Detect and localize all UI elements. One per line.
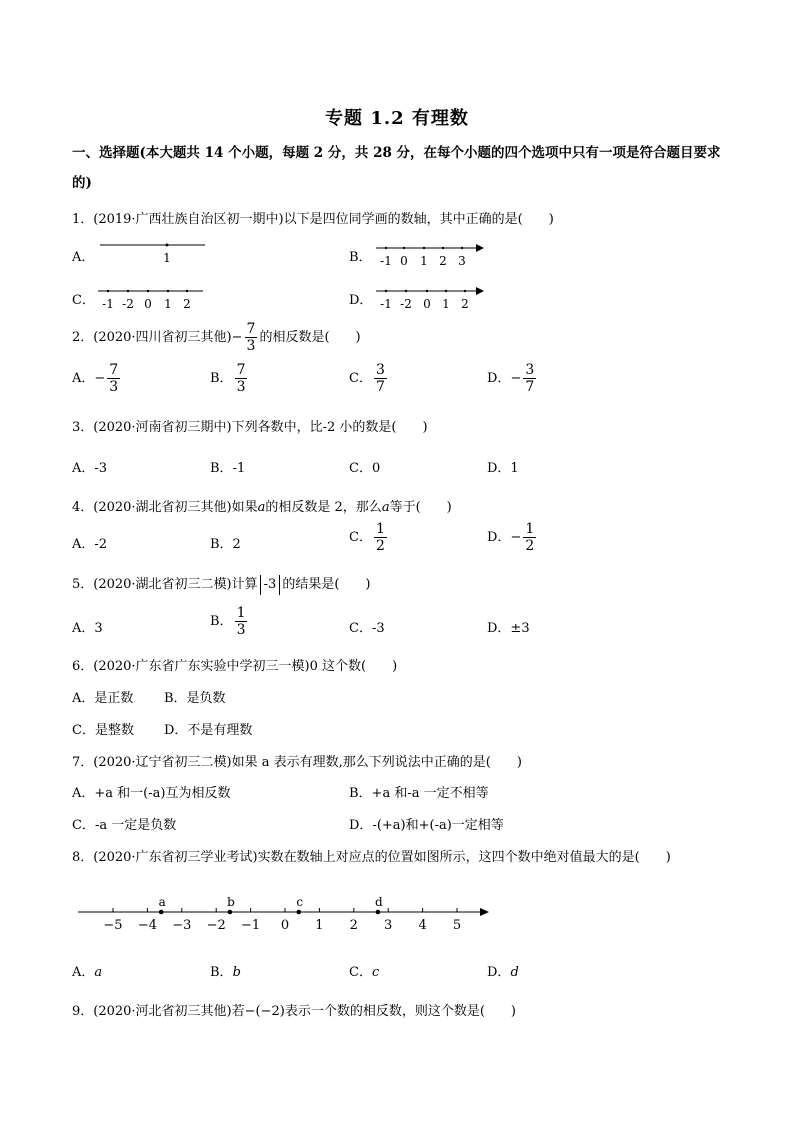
q1-option-a-numberline <box>100 238 210 268</box>
q4-c-num: 1 <box>375 521 385 537</box>
q3-option-d[interactable]: D．1 <box>487 461 519 476</box>
q8-option-d[interactable] <box>487 961 519 980</box>
q8-b-var: b <box>232 965 241 980</box>
question-5-stem <box>72 573 370 595</box>
q2-frac-num: 7 <box>246 321 256 337</box>
question-8-stem: 8．(2020·广东省初三学业考试)实数在数轴上对应点的位置如图所示，这四个数中绝对值最大的是( ) <box>72 850 671 865</box>
q8-a-var: a <box>94 965 103 980</box>
q2-a-den: 3 <box>109 379 119 395</box>
q2-neg-sign: − <box>231 330 243 345</box>
q2-c-fraction <box>374 362 387 395</box>
q4-c-fraction <box>374 521 387 554</box>
q9-expression: −(−2) <box>244 1004 285 1019</box>
q4-mid: 的相反数是 2，那么 <box>265 500 382 515</box>
q3-option-c[interactable]: C．0 <box>349 461 381 476</box>
question-7-stem: 7．(2020·辽宁省初三二模)如果 a 表示有理数,那么下列说法中正确的是( ) <box>72 755 522 770</box>
q8-point-b <box>228 910 233 915</box>
q2-option-d-label: D． <box>487 371 511 386</box>
q6-option-a[interactable]: A．是正数 <box>72 691 134 706</box>
q3-option-a[interactable]: A．-3 <box>72 461 108 476</box>
q4-var-a2: a <box>381 500 390 515</box>
q2-b-den: 3 <box>236 379 246 395</box>
q8-option-b-label: B． <box>210 965 233 980</box>
q1-a-tick-label: 1 <box>163 251 171 265</box>
section-heading: 一、选择题(本大题共 14 个小题，每题 2 分，共 28 分，在每个小题的四个选项中只有一项是符合题目要求的) <box>72 145 721 191</box>
q4-c-den: 2 <box>375 538 385 554</box>
q2-d-den: 7 <box>525 379 535 395</box>
q2-option-a-label: A． <box>72 371 95 386</box>
q1-d-tick-1: -2 <box>400 297 412 311</box>
q4-suffix: 等于( ) <box>389 500 452 515</box>
q8-point-label-b: b <box>227 895 235 909</box>
q4-option-d[interactable] <box>487 521 538 554</box>
q7-option-a[interactable]: A．+a 和一(-a)互为相反数 <box>72 786 231 801</box>
q8-c-var: c <box>371 965 380 980</box>
q1-option-b[interactable] <box>349 246 372 265</box>
q8-tick-label: −5 <box>103 918 123 933</box>
q2-option-c-label: C． <box>349 371 372 386</box>
q1-option-b-numberline <box>376 240 486 270</box>
q7-option-d[interactable]: D．-(+a)和+(-a)一定相等 <box>349 818 504 833</box>
q6-option-d[interactable]: D．不是有理数 <box>164 723 253 738</box>
q1-b-tick-4: 3 <box>458 254 466 268</box>
q8-tick-label: −1 <box>241 918 261 933</box>
q8-option-c-label: C． <box>349 965 372 980</box>
q1-c-tick-2: 0 <box>144 297 152 311</box>
q4-option-c[interactable] <box>349 521 389 554</box>
question-3-stem: 3．(2020·河南省初三期中)下列各数中，比-2 小的数是( ) <box>72 420 428 435</box>
q2-d-num: 3 <box>525 362 535 378</box>
q2-option-b-label: B． <box>210 371 233 386</box>
q5-suffix: 的结果是( ) <box>282 577 371 592</box>
q1-b-tick-0: -1 <box>380 254 392 268</box>
q8-point-label-a: a <box>158 895 166 909</box>
q8-tick-label: 3 <box>384 918 393 933</box>
q5-prefix: 5．(2020·湖北省初三二模)计算 <box>72 577 258 592</box>
q8-tick-label: 4 <box>418 918 427 933</box>
q5-absolute-value: -3 <box>260 575 281 595</box>
q8-tick-label: −2 <box>206 918 226 933</box>
q5-b-den: 3 <box>236 622 246 638</box>
q1-option-b-label: B． <box>349 250 372 265</box>
q1-option-a[interactable] <box>72 246 94 265</box>
question-4-stem <box>72 496 452 515</box>
q2-option-d[interactable] <box>487 362 538 395</box>
q8-point-d <box>376 910 381 915</box>
q8-tick-label: −3 <box>172 918 192 933</box>
q1-c-tick-1: -2 <box>122 297 134 311</box>
q8-option-c[interactable] <box>349 961 379 980</box>
q7-option-c[interactable]: C．-a 一定是负数 <box>72 818 177 833</box>
q1-option-c[interactable] <box>72 289 95 308</box>
q5-option-c[interactable]: C．-3 <box>349 621 385 636</box>
q1-option-c-label: C． <box>72 293 95 308</box>
q2-a-fraction <box>107 362 120 395</box>
q1-d-tick-2: 0 <box>423 297 431 311</box>
page-title: 专题 1.2 有理数 <box>325 108 469 129</box>
q8-option-a-label: A． <box>72 965 95 980</box>
q2-d-sign: − <box>510 371 522 386</box>
q1-c-tick-0: -1 <box>102 297 114 311</box>
question-2-stem <box>72 321 361 354</box>
q5-option-d[interactable]: D．±3 <box>487 621 530 636</box>
q2-b-fraction <box>235 362 248 395</box>
q2-d-fraction <box>523 362 536 395</box>
question-9-stem <box>72 1000 516 1019</box>
q5-option-b[interactable] <box>210 605 249 638</box>
q4-d-sign: − <box>510 530 522 545</box>
q2-option-c[interactable] <box>349 362 389 395</box>
q4-option-c-label: C． <box>349 530 372 545</box>
q1-option-d-label: D． <box>349 293 373 308</box>
q8-tick-label: −4 <box>137 918 157 933</box>
q8-point-c <box>296 910 301 915</box>
q2-c-num: 3 <box>375 362 385 378</box>
q6-option-b[interactable]: B．是负数 <box>164 691 226 706</box>
q8-point-label-c: c <box>296 895 304 909</box>
q8-tick-label: 0 <box>280 918 290 933</box>
q5-b-fraction <box>235 605 248 638</box>
q2-b-num: 7 <box>236 362 246 378</box>
q7-option-b[interactable]: B．+a 和-a 一定不相等 <box>349 786 489 801</box>
question-6-stem: 6．(2020·广东省广东实验中学初三一模)0 这个数( ) <box>72 659 398 674</box>
q5-option-a[interactable]: A．3 <box>72 621 103 636</box>
q4-option-b[interactable]: B．2 <box>210 537 241 552</box>
q4-d-num: 1 <box>525 521 535 537</box>
q8-numberline <box>78 888 498 938</box>
q9-prefix: 9．(2020·河北省初三其他)若 <box>72 1004 245 1019</box>
q1-b-tick-3: 2 <box>439 254 447 268</box>
q8-option-b[interactable] <box>210 961 241 980</box>
q1-d-tick-3: 1 <box>442 297 450 311</box>
q2-c-den: 7 <box>375 379 385 395</box>
q4-option-a[interactable]: A．-2 <box>72 537 108 552</box>
q4-d-fraction <box>523 521 536 554</box>
q8-tick-label: 5 <box>452 918 462 933</box>
q5-option-b-label: B． <box>210 614 233 629</box>
q4-d-den: 2 <box>525 538 535 554</box>
q3-option-b[interactable]: B．-1 <box>210 461 246 476</box>
q1-option-d[interactable] <box>349 289 372 308</box>
q8-option-d-label: D． <box>487 965 511 980</box>
q2-frac-den: 3 <box>246 338 256 354</box>
q2-suffix: 的相反数是( ) <box>259 330 361 345</box>
q8-d-var: d <box>510 965 519 980</box>
q4-prefix: 4．(2020·湖北省初三其他)如果 <box>72 500 258 515</box>
q1-d-tick-0: -1 <box>380 297 392 311</box>
q1-option-a-label: A． <box>72 250 95 265</box>
q1-option-c-numberline <box>98 283 208 313</box>
q9-suffix: 表示一个数的相反数，则这个数是( ) <box>284 1004 516 1019</box>
q8-point-label-d: d <box>375 895 383 909</box>
q2-prefix: 2．(2020·四川省初三其他) <box>72 330 232 345</box>
q5-b-num: 1 <box>236 605 246 621</box>
q4-option-d-label: D． <box>487 530 511 545</box>
q8-point-a <box>159 910 164 915</box>
q8-option-a[interactable] <box>72 961 102 980</box>
q4-var-a: a <box>257 500 266 515</box>
q1-d-tick-4: 2 <box>461 297 469 311</box>
q1-b-tick-2: 1 <box>420 254 428 268</box>
q1-c-tick-4: 2 <box>183 297 191 311</box>
q8-tick-label: 1 <box>315 918 324 933</box>
q1-c-tick-3: 1 <box>164 297 172 311</box>
q2-a-num: 7 <box>109 362 119 378</box>
question-1-stem: 1．(2019·广西壮族自治区初一期中)以下是四位同学画的数轴，其中正确的是( ) <box>72 212 554 227</box>
q1-option-d-numberline <box>376 283 486 313</box>
q2-a-sign: − <box>94 371 106 386</box>
q2-fraction <box>245 321 258 354</box>
q8-tick-label: 2 <box>349 918 358 933</box>
q1-b-tick-1: 0 <box>400 254 408 268</box>
q2-option-b[interactable] <box>210 362 249 395</box>
q6-option-c[interactable]: C．是整数 <box>72 723 134 738</box>
q2-option-a[interactable] <box>72 362 122 395</box>
